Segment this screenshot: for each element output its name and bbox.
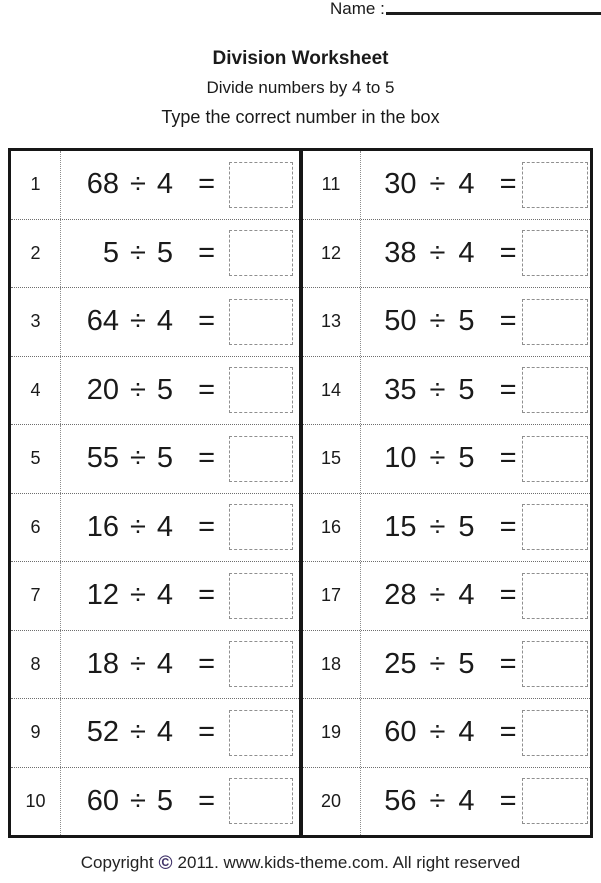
dividend: 10 bbox=[384, 442, 417, 475]
equals-sign: = bbox=[499, 716, 517, 749]
divisor: 4 bbox=[458, 236, 475, 269]
divisor: 5 bbox=[458, 647, 475, 680]
equals-sign: = bbox=[499, 647, 517, 680]
problem-row bbox=[11, 220, 299, 289]
divisor: 4 bbox=[156, 716, 174, 749]
answer-input[interactable] bbox=[229, 436, 293, 482]
copyright-icon: © bbox=[158, 853, 173, 874]
problem-expression bbox=[361, 631, 591, 699]
problem-number: 1 bbox=[11, 151, 61, 219]
equals-sign: = bbox=[198, 442, 215, 475]
division-sign: ÷ bbox=[130, 236, 146, 269]
problem-number: 14 bbox=[303, 357, 361, 425]
problem-number: 20 bbox=[303, 768, 361, 836]
division-sign: ÷ bbox=[130, 716, 146, 749]
divisor: 5 bbox=[156, 236, 174, 269]
division-sign: ÷ bbox=[130, 305, 146, 338]
answer-input[interactable] bbox=[229, 641, 293, 687]
divisor: 4 bbox=[458, 784, 475, 817]
problem-number: 12 bbox=[303, 220, 361, 288]
divisor: 5 bbox=[156, 784, 174, 817]
problem-row bbox=[11, 425, 299, 494]
division-sign: ÷ bbox=[130, 510, 146, 543]
name-field bbox=[330, 0, 601, 22]
equals-sign: = bbox=[499, 442, 517, 475]
equals-sign: = bbox=[499, 784, 517, 817]
problem-row bbox=[11, 357, 299, 426]
problem-expression bbox=[61, 220, 299, 288]
problems-table bbox=[8, 148, 593, 838]
problem-row bbox=[303, 494, 591, 563]
name-label: Name : bbox=[330, 0, 385, 18]
problem-expression bbox=[61, 631, 299, 699]
problem-expression bbox=[61, 494, 299, 562]
page-instruction: Type the correct number in the box bbox=[161, 107, 440, 127]
answer-input[interactable] bbox=[229, 778, 293, 824]
problem-row bbox=[303, 288, 591, 357]
problem-expression bbox=[361, 288, 591, 356]
division-sign: ÷ bbox=[130, 784, 146, 817]
dividend: 60 bbox=[384, 716, 417, 749]
problem-expression bbox=[361, 699, 591, 767]
problem-row bbox=[303, 631, 591, 700]
problem-number: 13 bbox=[303, 288, 361, 356]
problem-row bbox=[11, 768, 299, 836]
problem-row bbox=[11, 699, 299, 768]
dividend: 38 bbox=[384, 236, 417, 269]
problem-expression bbox=[361, 151, 591, 219]
page-subtitle: Divide numbers by 4 to 5 bbox=[206, 78, 395, 97]
name-blank-line[interactable] bbox=[386, 0, 601, 15]
problem-expression bbox=[361, 768, 591, 836]
column-left bbox=[11, 151, 303, 835]
problem-number: 3 bbox=[11, 288, 61, 356]
problem-row bbox=[303, 220, 591, 289]
problem-row bbox=[11, 288, 299, 357]
problem-row bbox=[11, 631, 299, 700]
divisor: 4 bbox=[156, 510, 174, 543]
equals-sign: = bbox=[198, 510, 215, 543]
equals-sign: = bbox=[198, 373, 215, 406]
answer-input[interactable] bbox=[522, 641, 588, 687]
dividend: 60 bbox=[86, 784, 119, 817]
division-sign: ÷ bbox=[130, 647, 146, 680]
problem-row bbox=[303, 151, 591, 220]
division-sign: ÷ bbox=[429, 236, 446, 269]
problem-number: 18 bbox=[303, 631, 361, 699]
division-sign: ÷ bbox=[429, 305, 446, 338]
divisor: 5 bbox=[458, 510, 475, 543]
divisor: 4 bbox=[458, 716, 475, 749]
divisor: 4 bbox=[156, 168, 174, 201]
problem-number: 2 bbox=[11, 220, 61, 288]
answer-input[interactable] bbox=[229, 573, 293, 619]
dividend: 25 bbox=[384, 647, 417, 680]
divisor: 4 bbox=[156, 647, 174, 680]
divisor: 4 bbox=[458, 168, 475, 201]
division-sign: ÷ bbox=[429, 168, 446, 201]
problem-number: 16 bbox=[303, 494, 361, 562]
equals-sign: = bbox=[499, 373, 517, 406]
problem-row bbox=[303, 562, 591, 631]
equals-sign: = bbox=[198, 716, 215, 749]
answer-input[interactable] bbox=[522, 436, 588, 482]
problem-expression bbox=[361, 425, 591, 493]
problem-expression bbox=[61, 699, 299, 767]
problem-number: 7 bbox=[11, 562, 61, 630]
dividend: 5 bbox=[102, 236, 119, 269]
divisor: 4 bbox=[156, 579, 174, 612]
answer-input[interactable] bbox=[229, 504, 293, 550]
problem-expression bbox=[61, 151, 299, 219]
division-sign: ÷ bbox=[429, 510, 446, 543]
dividend: 56 bbox=[384, 784, 417, 817]
equals-sign: = bbox=[499, 305, 517, 338]
problem-expression bbox=[361, 220, 591, 288]
division-sign: ÷ bbox=[429, 716, 446, 749]
answer-input[interactable] bbox=[229, 710, 293, 756]
answer-input[interactable] bbox=[229, 230, 293, 276]
problem-number: 8 bbox=[11, 631, 61, 699]
division-sign: ÷ bbox=[429, 579, 446, 612]
problem-number: 4 bbox=[11, 357, 61, 425]
equals-sign: = bbox=[198, 305, 215, 338]
problem-row bbox=[11, 151, 299, 220]
equals-sign: = bbox=[198, 236, 215, 269]
dividend: 28 bbox=[384, 579, 417, 612]
division-sign: ÷ bbox=[130, 442, 146, 475]
answer-input[interactable] bbox=[229, 299, 293, 345]
division-sign: ÷ bbox=[429, 647, 446, 680]
dividend: 35 bbox=[384, 373, 417, 406]
problem-number: 17 bbox=[303, 562, 361, 630]
divisor: 5 bbox=[458, 305, 475, 338]
answer-input[interactable] bbox=[522, 230, 588, 276]
division-sign: ÷ bbox=[429, 442, 446, 475]
division-sign: ÷ bbox=[130, 168, 146, 201]
dividend: 30 bbox=[384, 168, 417, 201]
problem-expression bbox=[61, 562, 299, 630]
copyright-suffix: 2011. www.kids-theme.com. All right reserved bbox=[177, 853, 521, 872]
problem-expression bbox=[361, 357, 591, 425]
problem-number: 5 bbox=[11, 425, 61, 493]
problem-row bbox=[11, 494, 299, 563]
problem-row bbox=[303, 425, 591, 494]
problem-expression bbox=[361, 562, 591, 630]
problem-expression bbox=[61, 768, 299, 836]
worksheet-header bbox=[0, 48, 601, 128]
equals-sign: = bbox=[499, 510, 517, 543]
problem-expression bbox=[361, 494, 591, 562]
divisor: 5 bbox=[458, 373, 475, 406]
equals-sign: = bbox=[198, 579, 215, 612]
answer-input[interactable] bbox=[522, 162, 588, 208]
equals-sign: = bbox=[198, 647, 215, 680]
problem-expression bbox=[61, 288, 299, 356]
dividend: 16 bbox=[86, 510, 119, 543]
answer-input[interactable] bbox=[522, 778, 588, 824]
equals-sign: = bbox=[499, 236, 517, 269]
equals-sign: = bbox=[499, 579, 517, 612]
dividend: 18 bbox=[86, 647, 119, 680]
problem-number: 10 bbox=[11, 768, 61, 836]
dividend: 20 bbox=[86, 373, 119, 406]
divisor: 5 bbox=[458, 442, 475, 475]
answer-input[interactable] bbox=[522, 504, 588, 550]
answer-input[interactable] bbox=[522, 710, 588, 756]
dividend: 15 bbox=[384, 510, 417, 543]
divisor: 4 bbox=[156, 305, 174, 338]
answer-input[interactable] bbox=[522, 367, 588, 413]
dividend: 52 bbox=[86, 716, 119, 749]
division-sign: ÷ bbox=[429, 784, 446, 817]
dividend: 55 bbox=[86, 442, 119, 475]
column-right bbox=[303, 151, 591, 835]
dividend: 64 bbox=[86, 305, 119, 338]
problem-row bbox=[303, 768, 591, 836]
divisor: 5 bbox=[156, 373, 174, 406]
problem-expression bbox=[61, 357, 299, 425]
problem-row bbox=[303, 357, 591, 426]
answer-input[interactable] bbox=[522, 299, 588, 345]
problem-number: 6 bbox=[11, 494, 61, 562]
answer-input[interactable] bbox=[522, 573, 588, 619]
dividend: 50 bbox=[384, 305, 417, 338]
divisor: 4 bbox=[458, 579, 475, 612]
problem-number: 15 bbox=[303, 425, 361, 493]
copyright-prefix: Copyright bbox=[80, 853, 154, 872]
problem-number: 11 bbox=[303, 151, 361, 219]
dividend: 68 bbox=[86, 168, 119, 201]
division-sign: ÷ bbox=[130, 373, 146, 406]
problem-number: 19 bbox=[303, 699, 361, 767]
equals-sign: = bbox=[198, 784, 215, 817]
division-sign: ÷ bbox=[429, 373, 446, 406]
equals-sign: = bbox=[499, 168, 517, 201]
problem-number: 9 bbox=[11, 699, 61, 767]
equals-sign: = bbox=[198, 168, 215, 201]
answer-input[interactable] bbox=[229, 162, 293, 208]
copyright-footer bbox=[0, 853, 601, 875]
problem-row bbox=[11, 562, 299, 631]
page-title: Division Worksheet bbox=[212, 48, 389, 69]
answer-input[interactable] bbox=[229, 367, 293, 413]
problem-expression bbox=[61, 425, 299, 493]
divisor: 5 bbox=[156, 442, 174, 475]
problem-row bbox=[303, 699, 591, 768]
dividend: 12 bbox=[86, 579, 119, 612]
division-sign: ÷ bbox=[130, 579, 146, 612]
